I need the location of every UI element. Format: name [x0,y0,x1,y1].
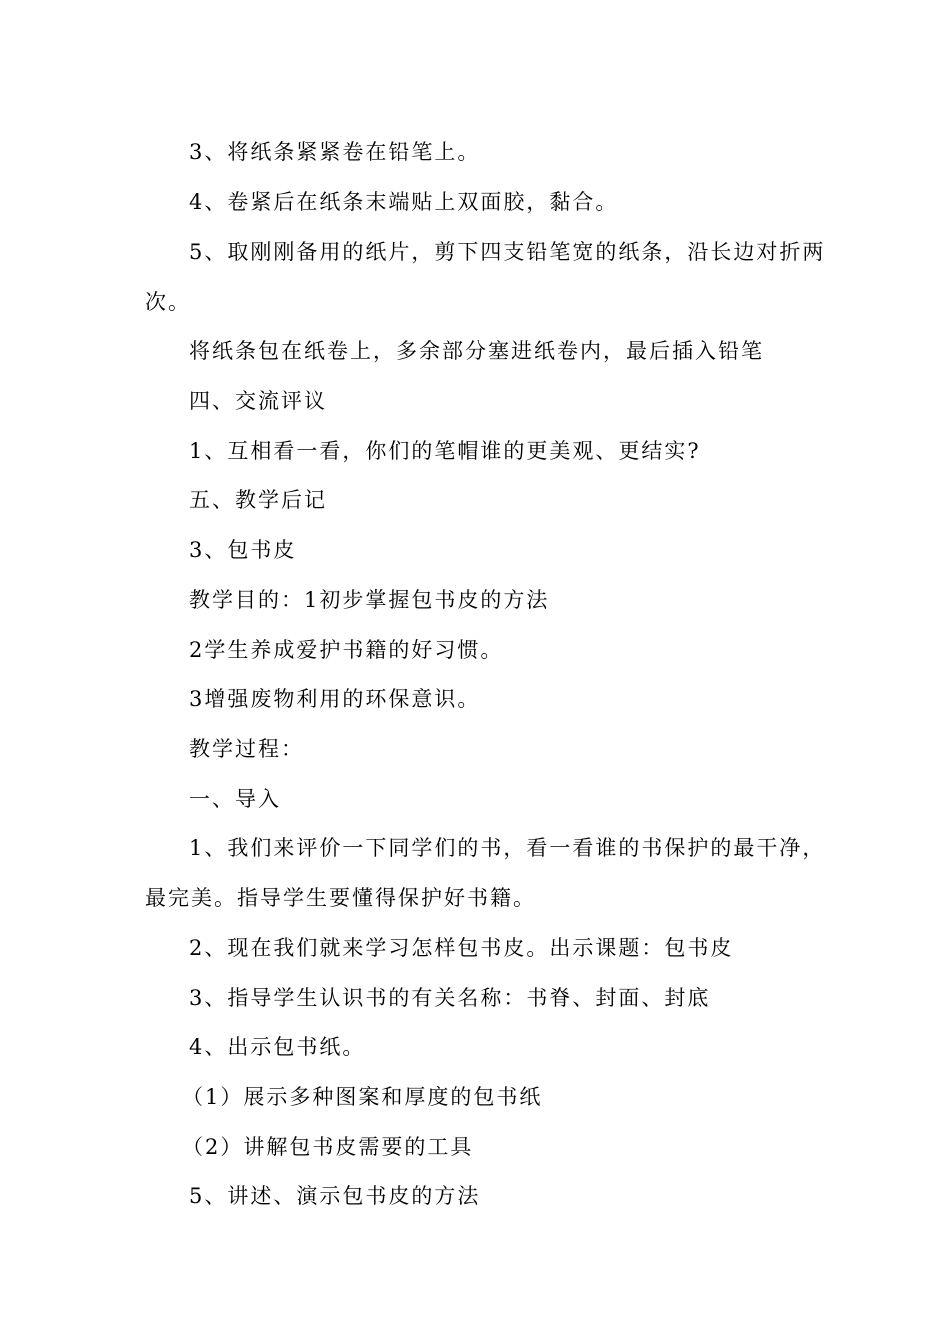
paragraph-line: 3、指导学生认识书的有关名称：书脊、封面、封底 [189,986,711,1010]
paragraph-line: （2）讲解包书皮需要的工具 [182,1135,474,1159]
section-heading: 五、教学后记 [189,488,327,512]
paragraph-line: （1）展示多种图案和厚度的包书纸 [182,1085,543,1109]
paragraph-line: 5、取刚刚备用的纸片，剪下四支铅笔宽的纸条，沿长边对折两 [189,240,826,264]
paragraph-line: 1、我们来评价一下同学们的书，看一看谁的书保护的最干净， [189,836,826,860]
paragraph-line: 教学过程： [189,737,304,761]
paragraph-line: 将纸条包在纸卷上，多余部分塞进纸卷内，最后插入铅笔 [189,339,764,363]
paragraph-line: 3增强废物利用的环保意识。 [189,687,481,711]
paragraph-line: 次。 [145,290,191,314]
paragraph-line: 2、现在我们就来学习怎样包书皮。出示课题：包书皮 [189,936,734,960]
paragraph-line: 最完美。指导学生要懂得保护好书籍。 [145,886,536,910]
paragraph-line: 4、出示包书纸。 [189,1035,366,1059]
paragraph-line: 3、将纸条紧紧卷在铅笔上。 [189,140,481,164]
section-heading: 一、导入 [189,787,281,811]
paragraph-line: 教学目的：1初步掌握包书皮的方法 [189,588,550,612]
section-heading: 四、交流评议 [189,389,327,413]
paragraph-line: 5、讲述、演示包书皮的方法 [189,1184,481,1208]
paragraph-line: 2学生养成爱护书籍的好习惯。 [189,638,504,662]
paragraph-line: 1、互相看一看，你们的笔帽谁的更美观、更结实? [189,439,701,463]
paragraph-line: 4、卷紧后在纸条末端贴上双面胶，黏合。 [189,190,619,214]
lesson-title: 3、包书皮 [189,538,297,562]
